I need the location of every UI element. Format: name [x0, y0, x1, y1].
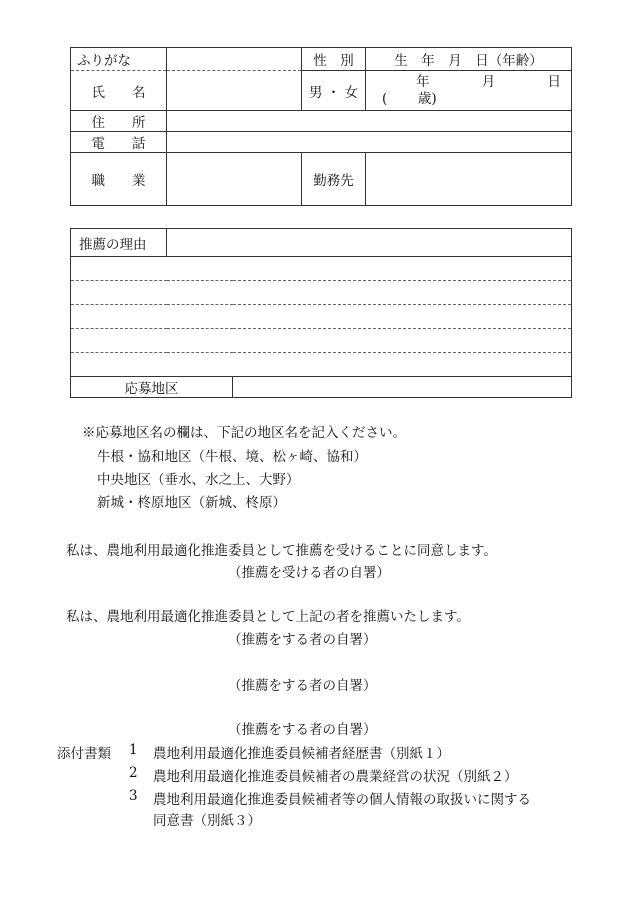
recommender-signature-label: （推薦をする者の自署）: [228, 722, 377, 738]
dob-month: 月: [481, 73, 496, 90]
reason-line[interactable]: [71, 329, 572, 353]
reason-line[interactable]: [71, 257, 572, 281]
address-field[interactable]: [167, 111, 572, 132]
dob-day: 日: [547, 73, 561, 90]
attachment-num: 1: [129, 742, 138, 758]
area-label: 応募地区: [71, 377, 233, 398]
attachment-item: 農地利用最適化推進委員候補者経歴書（別紙１）: [153, 746, 450, 762]
furigana-field[interactable]: [167, 48, 302, 71]
reason-line[interactable]: [71, 353, 572, 377]
attachment-item-continued: 同意書（別紙３）: [153, 813, 261, 829]
area-field[interactable]: [233, 377, 572, 398]
occupation-label: 職 業: [71, 153, 167, 206]
recommender-signature-label: （推薦をする者の自署）: [228, 632, 377, 648]
consent-statement: 私は、農地利用最適化推進委員として推薦を受けることに同意します。: [66, 543, 497, 559]
reason-table: [70, 228, 572, 398]
recommend-statement: 私は、農地利用最適化推進委員として上記の者を推薦いたします。: [66, 609, 470, 625]
dob-label: 生 年 月 日（年齢）: [366, 48, 572, 71]
name-field[interactable]: [167, 71, 302, 111]
reason-label: 推薦の理由: [71, 229, 167, 257]
reason-first-line[interactable]: [167, 229, 572, 257]
reason-line[interactable]: [71, 281, 572, 305]
address-label: 住 所: [71, 111, 167, 132]
workplace-label: 勤務先: [302, 153, 366, 206]
dob-year: 年: [416, 73, 430, 90]
gender-label: 性 別: [302, 48, 366, 71]
gender-value[interactable]: 男 ・ 女: [302, 71, 366, 111]
district-item: 牛根・協和地区（牛根、境、松ヶ崎、協和）: [97, 449, 367, 465]
phone-label: 電 話: [71, 132, 167, 153]
occupation-field[interactable]: [167, 153, 302, 206]
reason-line[interactable]: [71, 305, 572, 329]
recommender-signature-label: （推薦をする者の自署）: [228, 678, 377, 694]
dob-field[interactable]: [366, 71, 572, 111]
age-close: 歳): [417, 90, 437, 107]
phone-field[interactable]: [167, 132, 572, 153]
name-label: 氏 名: [71, 71, 167, 111]
district-note-heading: ※応募地区名の欄は、下記の地区名を記入ください。: [82, 425, 406, 441]
furigana-label: ふりがな: [71, 48, 167, 71]
attachment-num: 3: [129, 788, 138, 804]
attachments-label: 添付書類: [57, 746, 111, 762]
workplace-field[interactable]: [366, 153, 572, 206]
consent-signature-label: （推薦を受ける者の自署）: [228, 565, 390, 581]
district-item: 中央地区（垂水、水之上、大野）: [97, 472, 300, 488]
attachment-num: 2: [129, 765, 138, 781]
district-item: 新城・柊原地区（新城、柊原）: [97, 495, 286, 511]
applicant-table: [70, 47, 572, 206]
attachment-item: 農地利用最適化推進委員候補者の農業経営の状況（別紙２）: [153, 769, 518, 785]
age-open: (: [382, 90, 388, 107]
attachment-item: 農地利用最適化推進委員候補者等の個人情報の取扱いに関する: [153, 792, 531, 808]
